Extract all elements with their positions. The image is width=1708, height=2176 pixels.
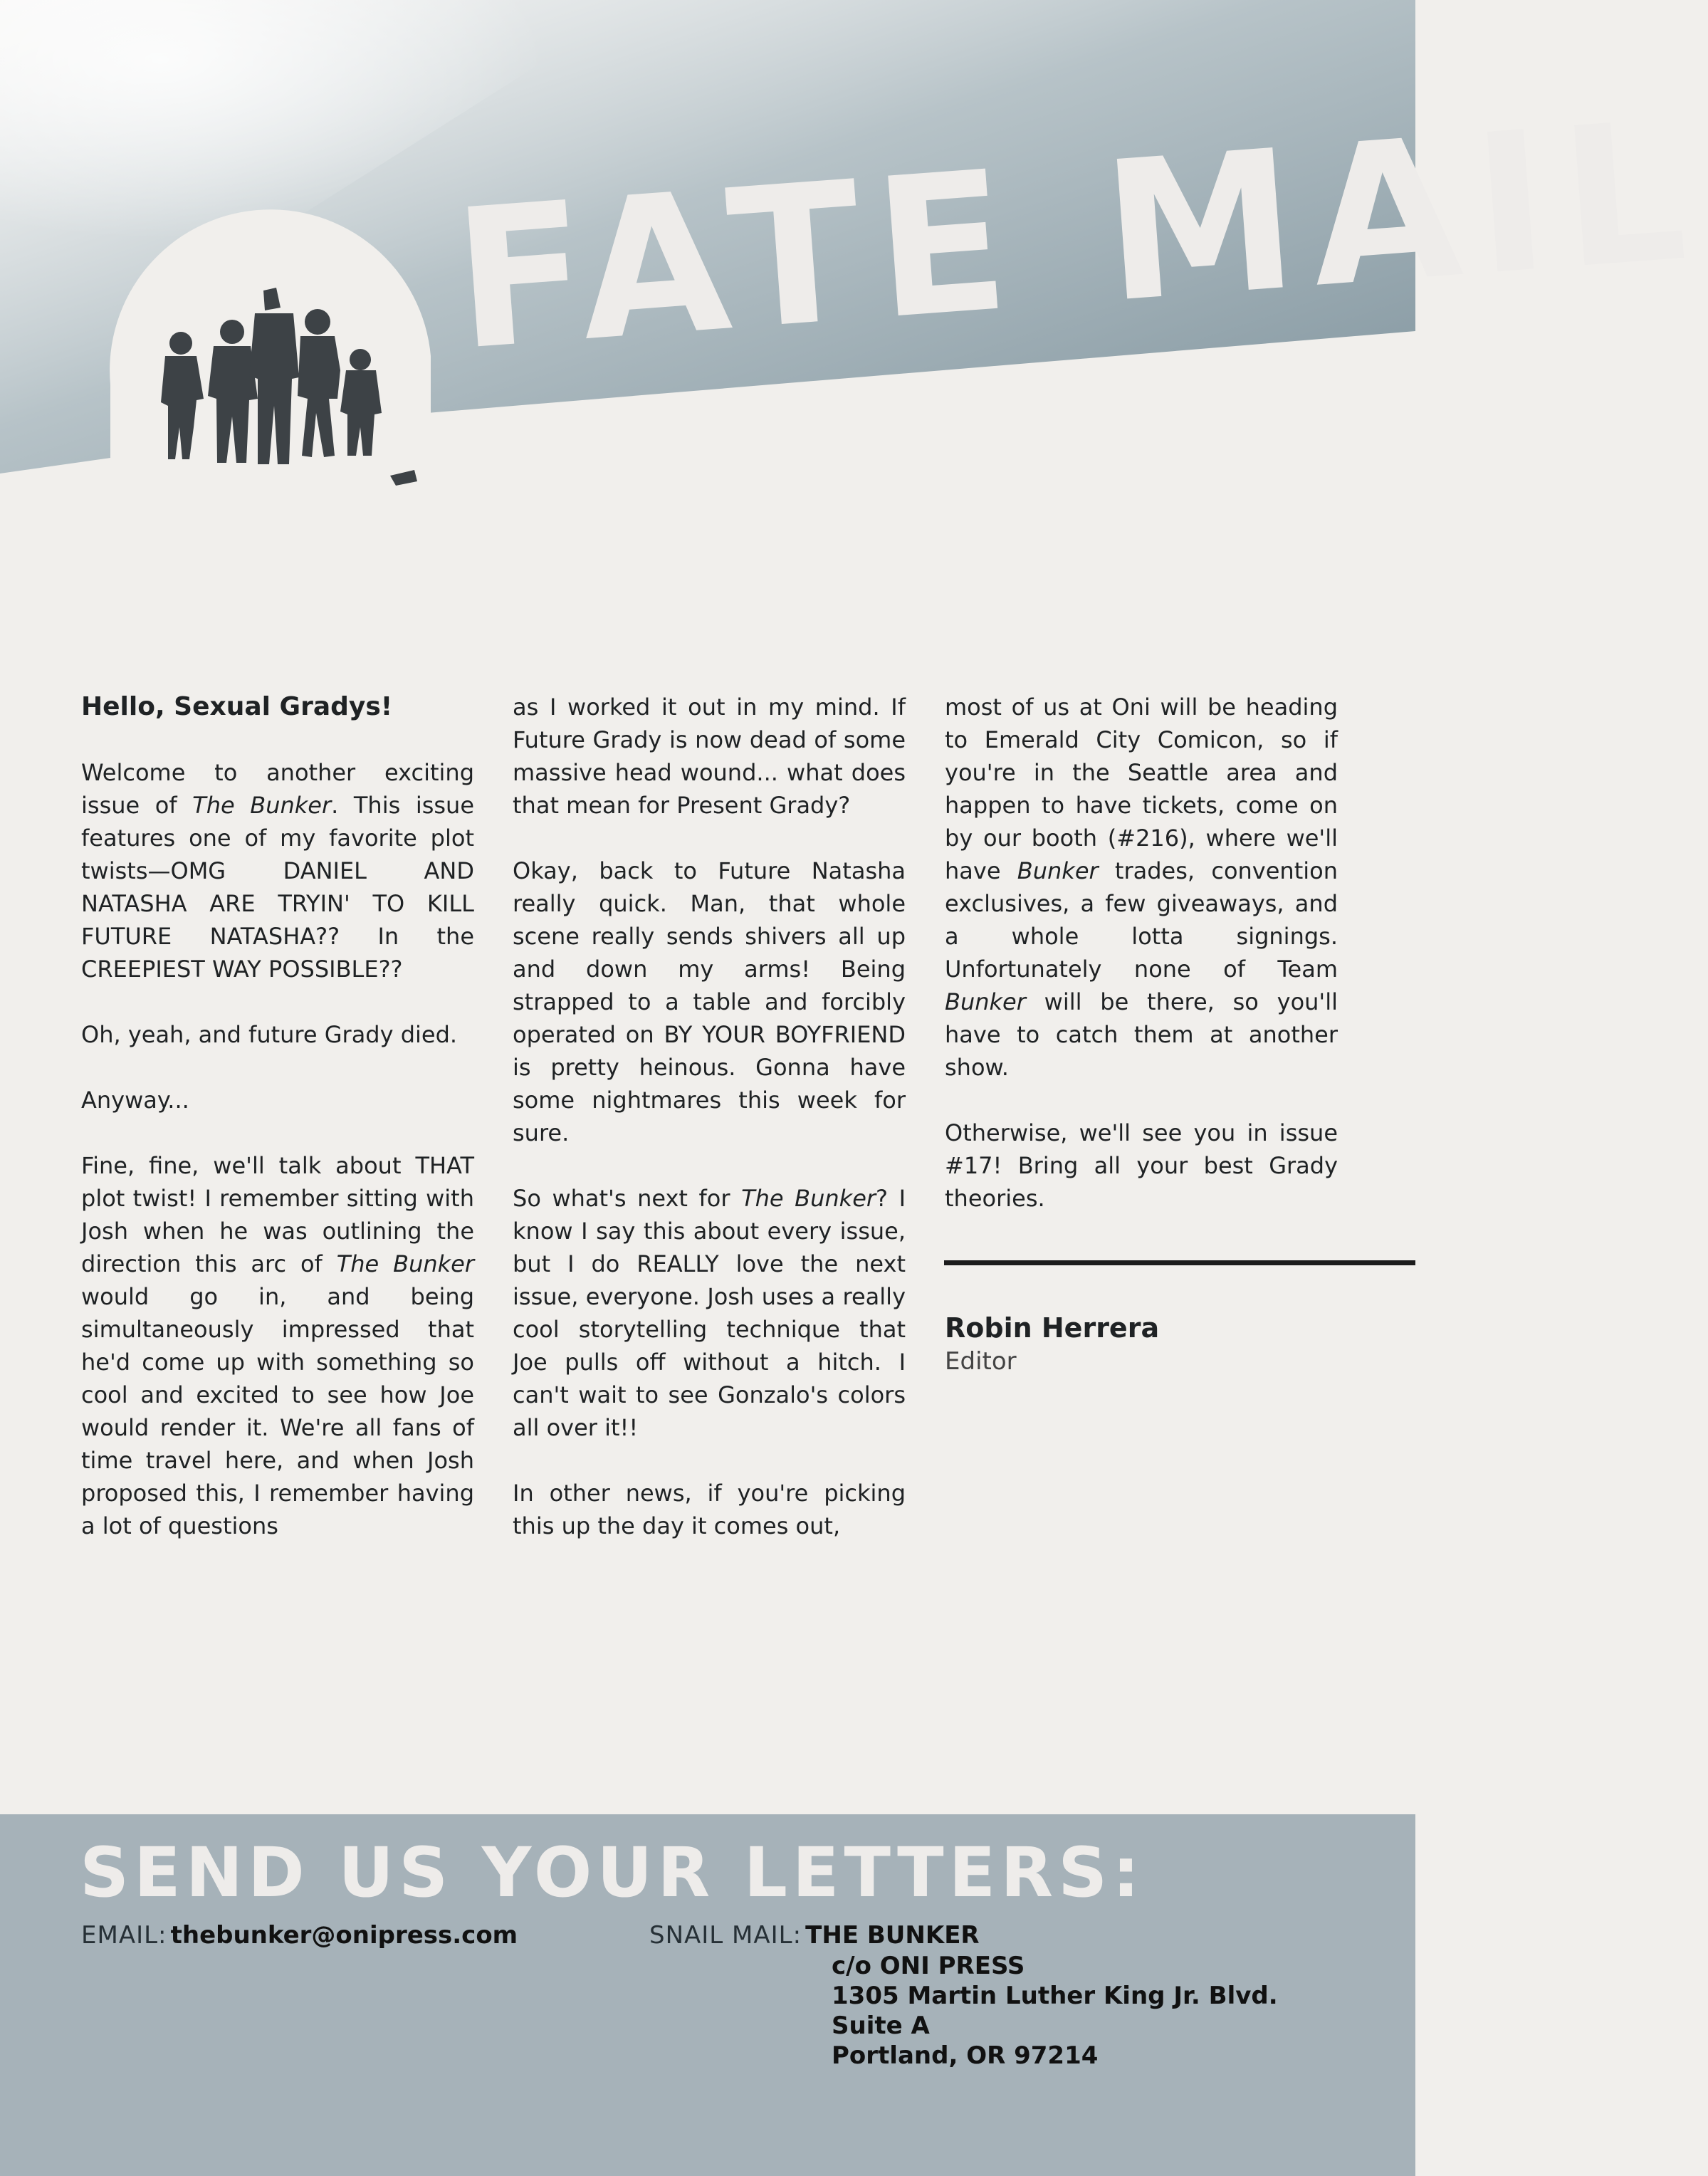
paragraph: In other news, if you're picking this up the day it comes out, bbox=[513, 1480, 906, 1539]
address-line-4: Suite A bbox=[832, 2012, 930, 2040]
paragraph: Anyway... bbox=[81, 1087, 189, 1114]
address-line-1: THE BUNKER bbox=[805, 1921, 980, 1950]
divider bbox=[944, 1260, 1415, 1265]
greeting: Hello, Sexual Gradys! bbox=[81, 692, 393, 721]
letter-column-1 bbox=[81, 691, 474, 1575]
letter-column-3 bbox=[945, 691, 1338, 1247]
snail-mail-line bbox=[649, 1921, 980, 1950]
email-label: EMAIL: bbox=[81, 1921, 167, 1950]
editor-role: Editor bbox=[945, 1347, 1017, 1376]
email-line bbox=[81, 1921, 518, 1950]
paragraph: So what's next for The Bunker? I know I say this about every issue, but I do REALLY love the next issue, everyone. Josh uses a really cool storytelling technique that Joe pulls off without a hitch. I can't wait to see Gonzalo's colors all over it!! bbox=[513, 1185, 906, 1441]
paper-scrap-icon bbox=[390, 470, 417, 486]
snail-mail-label: SNAIL MAIL: bbox=[649, 1921, 802, 1950]
banner-title: FATE MAIL bbox=[447, 78, 1708, 393]
paragraph: Welcome to another exciting issue of The Bunker. This issue features one of my favorite plot twists—OMG DANIEL AND NATASHA ARE TRYIN' TO KILL FUTURE NATASHA?? In the CREEPIEST WAY POSSIBLE?? bbox=[81, 759, 475, 983]
letter-column-2 bbox=[513, 691, 906, 1575]
address-line-2: c/o ONI PRESS bbox=[832, 1952, 1025, 1980]
mailing-address bbox=[832, 1951, 1278, 2071]
footer-contact-panel bbox=[0, 1814, 1415, 2176]
footer-title: SEND US YOUR LETTERS: bbox=[80, 1833, 1145, 1913]
paragraph: Otherwise, we'll see you in issue #17! Bring all your best Grady theories. bbox=[945, 1119, 1338, 1212]
editor-name: Robin Herrera bbox=[945, 1312, 1160, 1344]
email-link[interactable]: thebunker@onipress.com bbox=[170, 1921, 518, 1950]
paragraph: Okay, back to Future Natasha really quick. Man, that whole scene really sends shivers all up and down my arms! Being strapped to a table and forcibly operated on BY YOUR BOYFRIEND is pretty heinous. Gonna have some nightmares this week for sure. bbox=[513, 857, 906, 1146]
signature bbox=[945, 1310, 1159, 1377]
paragraph: Oh, yeah, and future Grady died. bbox=[81, 1021, 458, 1048]
paragraph: as I worked it out in my mind. If Future Grady is now dead of some massive head wound... what does that mean for Present Grady? bbox=[513, 694, 906, 819]
paragraph: most of us at Oni will be heading to Emerald City Comicon, so if you're in the Seattle area and happen to have tickets, come on by our booth (#216), where we'll have Bunker trades, convention exclusives, a few giveaways, and a whole lotta signings. Unfortunately none of Team Bunker will be there, so you'll have to catch them at another show. bbox=[945, 694, 1338, 1081]
address-line-5: Portland, OR 97214 bbox=[832, 2041, 1099, 2070]
paragraph: Fine, fine, we'll talk about THAT plot twist! I remember sitting with Josh when he was outlining the direction this arc of The Bunker would go in, and being simultaneously impressed that he'd come up with something so cool and excited to see how Joe would render it. We're all fans of time travel here, and when Josh proposed this, I remember having a lot of questions bbox=[81, 1152, 475, 1539]
address-line-3: 1305 Martin Luther King Jr. Blvd. bbox=[832, 1982, 1278, 2010]
